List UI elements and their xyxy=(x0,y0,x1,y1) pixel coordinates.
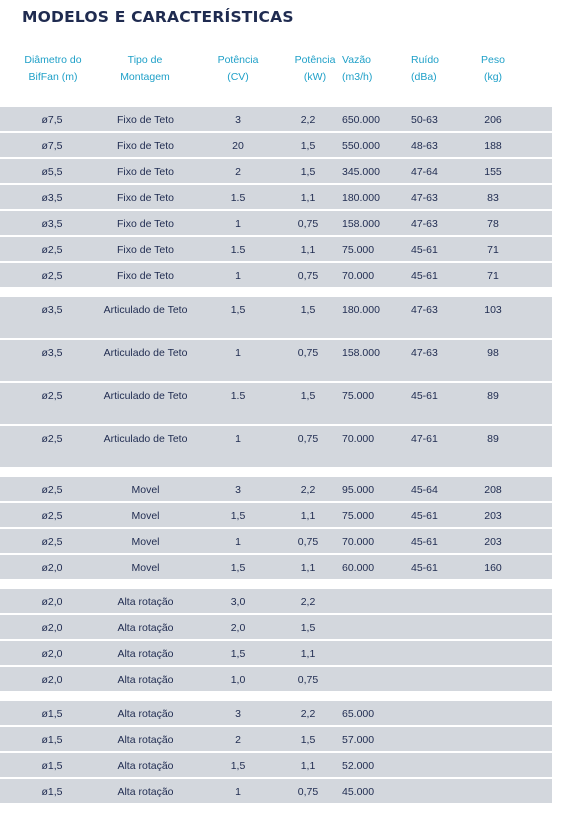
cell-peso: 188 xyxy=(484,140,502,152)
cell-diametro: ø1,5 xyxy=(41,760,63,772)
cell-diametro: ø2,5 xyxy=(41,390,63,402)
cell-potencia-cv: 1,0 xyxy=(230,674,246,686)
cell-potencia-kw: 0,75 xyxy=(297,433,319,445)
cell-peso: 206 xyxy=(484,114,502,126)
cell-potencia-kw: 1,5 xyxy=(300,622,316,634)
cell-potencia-cv: 1,5 xyxy=(230,760,246,772)
table-row xyxy=(0,159,552,185)
cell-potencia-kw: 0,75 xyxy=(297,347,319,359)
cell-vazao: 75.000 xyxy=(342,390,375,402)
cell-ruido: 47-63 xyxy=(411,304,438,316)
cell-vazao: 550.000 xyxy=(342,140,380,152)
cell-potencia-cv: 1 xyxy=(235,536,241,548)
table-group xyxy=(0,477,552,581)
cell-potencia-cv: 3 xyxy=(235,484,241,496)
cell-vazao: 158.000 xyxy=(342,218,380,230)
table-row xyxy=(0,503,552,529)
cell-potencia-kw: 1,1 xyxy=(300,244,316,256)
cell-potencia-kw: 1,5 xyxy=(300,166,316,178)
cell-potencia-cv: 1 xyxy=(235,347,241,359)
cell-diametro: ø5,5 xyxy=(41,166,63,178)
cell-peso: 89 xyxy=(487,433,499,445)
cell-peso: 71 xyxy=(487,244,499,256)
cell-diametro: ø3,5 xyxy=(41,218,63,230)
cell-diametro: ø2,5 xyxy=(41,536,63,548)
cell-vazao: 70.000 xyxy=(342,433,375,445)
cell-diametro: ø7,5 xyxy=(41,140,63,152)
cell-diametro: ø3,5 xyxy=(41,304,63,316)
cell-vazao: 52.000 xyxy=(342,760,375,772)
cell-potencia-kw: 1,1 xyxy=(300,510,316,522)
cell-potencia-cv: 2 xyxy=(235,166,241,178)
cell-peso: 103 xyxy=(484,304,502,316)
table-row xyxy=(0,753,552,779)
cell-vazao: 75.000 xyxy=(342,244,375,256)
cell-potencia-kw: 2,2 xyxy=(300,114,316,126)
header-peso-line1: Peso xyxy=(481,54,505,66)
cell-vazao: 57.000 xyxy=(342,734,375,746)
table-group xyxy=(0,297,552,469)
table-row xyxy=(0,107,552,133)
cell-peso: 98 xyxy=(487,347,499,359)
cell-vazao: 65.000 xyxy=(342,708,375,720)
cell-tipo: Articulado de Teto xyxy=(103,390,188,402)
cell-ruido: 45-61 xyxy=(411,536,438,548)
header-potencia-kw-line2: (kW) xyxy=(303,71,327,83)
cell-potencia-cv: 1,5 xyxy=(230,304,246,316)
cell-tipo: Fixo de Teto xyxy=(116,192,174,204)
cell-diametro: ø2,5 xyxy=(41,244,63,256)
cell-potencia-cv: 2,0 xyxy=(230,622,246,634)
cell-vazao: 95.000 xyxy=(342,484,375,496)
cell-ruido: 47-63 xyxy=(411,218,438,230)
cell-diametro: ø1,5 xyxy=(41,786,63,798)
models-table xyxy=(0,107,552,813)
cell-peso: 89 xyxy=(487,390,499,402)
table-row xyxy=(0,426,552,469)
cell-diametro: ø1,5 xyxy=(41,708,63,720)
cell-potencia-cv: 3 xyxy=(235,114,241,126)
cell-diametro: ø2,5 xyxy=(41,510,63,522)
header-peso xyxy=(473,52,513,88)
cell-tipo: Movel xyxy=(131,562,160,574)
cell-ruido: 45-61 xyxy=(411,244,438,256)
table-row xyxy=(0,727,552,753)
cell-tipo: Fixo de Teto xyxy=(116,140,174,152)
cell-diametro: ø2,0 xyxy=(41,622,63,634)
cell-vazao: 70.000 xyxy=(342,270,375,282)
header-potencia-cv-line1: Potência xyxy=(217,54,259,66)
table-row xyxy=(0,383,552,426)
table-row xyxy=(0,529,552,555)
cell-vazao: 75.000 xyxy=(342,510,375,522)
cell-potencia-cv: 1 xyxy=(235,270,241,282)
cell-potencia-kw: 1,5 xyxy=(300,734,316,746)
cell-potencia-kw: 1,5 xyxy=(300,390,316,402)
header-potencia-cv xyxy=(213,52,263,88)
header-peso-line2: (kg) xyxy=(483,71,503,83)
table-row xyxy=(0,555,552,581)
cell-potencia-kw: 1,5 xyxy=(300,140,316,152)
header-vazao xyxy=(342,52,392,88)
table-row xyxy=(0,185,552,211)
header-potencia-cv-line2: (CV) xyxy=(227,71,249,83)
cell-potencia-kw: 2,2 xyxy=(300,484,316,496)
table-group xyxy=(0,107,552,289)
cell-potencia-cv: 1,5 xyxy=(230,510,246,522)
table-group xyxy=(0,701,552,805)
cell-ruido: 47-64 xyxy=(411,166,438,178)
table-row xyxy=(0,133,552,159)
table-row xyxy=(0,297,552,340)
cell-potencia-kw: 2,2 xyxy=(300,596,316,608)
cell-vazao: 45.000 xyxy=(342,786,375,798)
cell-ruido: 47-63 xyxy=(411,192,438,204)
page-title: MODELOS E CARACTERÍSTICAS xyxy=(22,8,294,26)
cell-potencia-cv: 3 xyxy=(235,708,241,720)
header-vazao-line1: Vazão xyxy=(342,54,371,66)
cell-diametro: ø3,5 xyxy=(41,192,63,204)
cell-tipo: Alta rotação xyxy=(117,674,174,686)
cell-peso: 155 xyxy=(484,166,502,178)
cell-ruido: 45-61 xyxy=(411,270,438,282)
cell-potencia-cv: 1,5 xyxy=(230,562,246,574)
cell-ruido: 50-63 xyxy=(411,114,438,126)
table-row xyxy=(0,779,552,805)
cell-ruido: 47-63 xyxy=(411,347,438,359)
cell-potencia-cv: 1.5 xyxy=(230,244,246,256)
cell-peso: 71 xyxy=(487,270,499,282)
cell-potencia-cv: 2 xyxy=(235,734,241,746)
cell-potencia-cv: 1.5 xyxy=(230,390,246,402)
cell-vazao: 180.000 xyxy=(342,304,380,316)
cell-tipo: Fixo de Teto xyxy=(116,166,174,178)
cell-peso: 203 xyxy=(484,510,502,522)
cell-peso: 78 xyxy=(487,218,499,230)
cell-potencia-kw: 2,2 xyxy=(300,708,316,720)
cell-potencia-kw: 1,1 xyxy=(300,760,316,772)
header-diametro xyxy=(22,52,84,88)
cell-potencia-cv: 1 xyxy=(235,786,241,798)
cell-potencia-cv: 1,5 xyxy=(230,648,246,660)
cell-diametro: ø2,0 xyxy=(41,674,63,686)
cell-ruido: 48-63 xyxy=(411,140,438,152)
cell-ruido: 45-61 xyxy=(411,562,438,574)
cell-potencia-cv: 1 xyxy=(235,433,241,445)
header-potencia-kw-line1: Potência xyxy=(294,54,336,66)
cell-tipo: Fixo de Teto xyxy=(116,270,174,282)
cell-ruido: 47-61 xyxy=(411,433,438,445)
cell-diametro: ø2,5 xyxy=(41,484,63,496)
header-potencia-kw xyxy=(290,52,340,88)
cell-vazao: 70.000 xyxy=(342,536,375,548)
cell-potencia-kw: 1,5 xyxy=(300,304,316,316)
cell-tipo: Alta rotação xyxy=(117,622,174,634)
cell-potencia-kw: 0,75 xyxy=(297,218,319,230)
cell-peso: 208 xyxy=(484,484,502,496)
table-row xyxy=(0,477,552,503)
header-tipo xyxy=(110,52,180,88)
table-group xyxy=(0,589,552,693)
cell-tipo: Alta rotação xyxy=(117,760,174,772)
cell-potencia-kw: 0,75 xyxy=(297,674,319,686)
cell-potencia-cv: 1.5 xyxy=(230,192,246,204)
cell-tipo: Alta rotação xyxy=(117,596,174,608)
cell-diametro: ø1,5 xyxy=(41,734,63,746)
cell-peso: 160 xyxy=(484,562,502,574)
header-ruido-line1: Ruído xyxy=(411,54,440,66)
table-row xyxy=(0,701,552,727)
cell-tipo: Fixo de Teto xyxy=(116,218,174,230)
header-vazao-line2: (m3/h) xyxy=(342,71,373,83)
cell-ruido: 45-61 xyxy=(411,510,438,522)
cell-potencia-kw: 0,75 xyxy=(297,270,319,282)
cell-ruido: 45-61 xyxy=(411,390,438,402)
cell-vazao: 650.000 xyxy=(342,114,380,126)
cell-potencia-cv: 20 xyxy=(232,140,244,152)
table-row xyxy=(0,211,552,237)
header-ruido-line2: (dBa) xyxy=(411,71,437,83)
cell-tipo: Alta rotação xyxy=(117,648,174,660)
cell-tipo: Movel xyxy=(131,484,160,496)
header-tipo-line1: Tipo de xyxy=(127,54,163,66)
cell-diametro: ø2,5 xyxy=(41,433,63,445)
cell-peso: 203 xyxy=(484,536,502,548)
cell-tipo: Alta rotação xyxy=(117,708,174,720)
cell-potencia-cv: 3,0 xyxy=(230,596,246,608)
cell-vazao: 180.000 xyxy=(342,192,380,204)
cell-potencia-cv: 1 xyxy=(235,218,241,230)
cell-diametro: ø3,5 xyxy=(41,347,63,359)
cell-tipo: Fixo de Teto xyxy=(116,244,174,256)
cell-peso: 83 xyxy=(487,192,499,204)
header-diametro-line2: BifFan (m) xyxy=(28,71,78,83)
cell-vazao: 345.000 xyxy=(342,166,380,178)
cell-tipo: Alta rotação xyxy=(117,786,174,798)
cell-potencia-kw: 1,1 xyxy=(300,192,316,204)
cell-vazao: 158.000 xyxy=(342,347,380,359)
cell-ruido: 45-64 xyxy=(411,484,438,496)
cell-tipo: Articulado de Teto xyxy=(103,304,188,316)
cell-tipo: Articulado de Teto xyxy=(103,433,188,445)
cell-tipo: Movel xyxy=(131,510,160,522)
table-row xyxy=(0,641,552,667)
table-row xyxy=(0,340,552,383)
table-row xyxy=(0,667,552,693)
header-tipo-line2: Montagem xyxy=(120,71,170,83)
cell-potencia-kw: 0,75 xyxy=(297,536,319,548)
cell-potencia-kw: 0,75 xyxy=(297,786,319,798)
cell-diametro: ø2,0 xyxy=(41,562,63,574)
cell-tipo: Movel xyxy=(131,536,160,548)
header-diametro-line1: Diâmetro do xyxy=(24,54,82,66)
cell-tipo: Fixo de Teto xyxy=(116,114,174,126)
table-row xyxy=(0,615,552,641)
header-ruido xyxy=(411,52,461,88)
table-row xyxy=(0,263,552,289)
cell-diametro: ø7,5 xyxy=(41,114,63,126)
cell-tipo: Articulado de Teto xyxy=(103,347,188,359)
cell-tipo: Alta rotação xyxy=(117,734,174,746)
cell-diametro: ø2,5 xyxy=(41,270,63,282)
table-row xyxy=(0,237,552,263)
cell-potencia-kw: 1,1 xyxy=(300,648,316,660)
table-row xyxy=(0,589,552,615)
cell-potencia-kw: 1,1 xyxy=(300,562,316,574)
cell-diametro: ø2,0 xyxy=(41,648,63,660)
cell-diametro: ø2,0 xyxy=(41,596,63,608)
cell-vazao: 60.000 xyxy=(342,562,375,574)
